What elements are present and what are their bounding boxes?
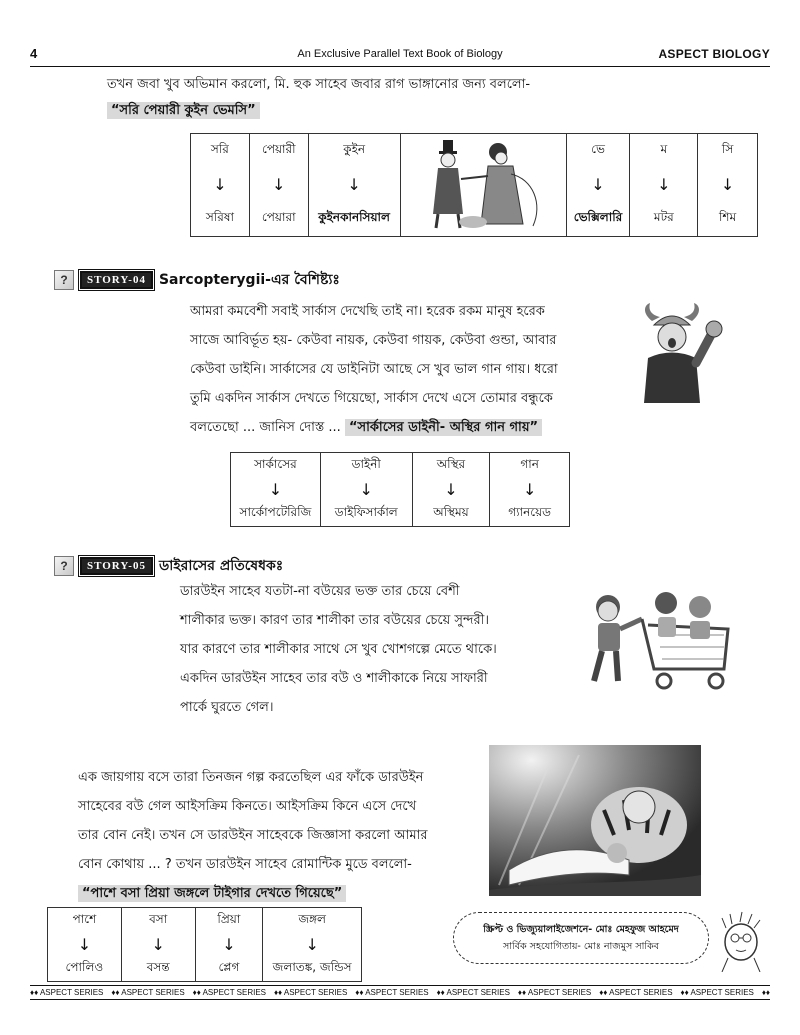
story-04-body: আমরা কমবেশী সবাই সার্কাস দেখেছি তাই না। হরেক রকম মানুষ হরেক সাজে আবির্ভূত হয়- কেউবা নায়ক, কেউবা গায়ক, কেউবা গুন্ডা, আবার কেউবা ডাইনি। সার্কাসের যে ডাইনিটা আছে সে খুব ভাল গান গায়। ধরো তুমি একদিন সার্কাস দেখতে গিয়েছো, সার্কাস দেখে এসে তোমার বন্ধুকে বলতেছো ... জানিস দোস্ত ... “সার্কাসের ডাইনী- অস্থির গান গায়”	[190, 304, 558, 435]
page-number: 4	[30, 46, 38, 61]
story-04-mnemonic: “সার্কাসের ডাইনী- অস্থির গান গায়”	[345, 419, 542, 436]
credit-script: স্ক্রিপ্ট ও ভিজ্যুয়ালাইজেশনে- মোঃ মেহফুজ আহমেদ	[483, 924, 679, 935]
woman-with-tiger-image	[489, 745, 701, 896]
table-cell: গান ↓ গ্যানয়েড	[490, 453, 570, 527]
table-cell: ডাইনী ↓ ডাইফিসার্কাল	[320, 453, 412, 527]
brand-name: ASPECT BIOLOGY	[658, 47, 770, 61]
table-image-cell	[400, 134, 566, 237]
question-icon: ?	[54, 270, 74, 290]
table-cell: জঙ্গল ↓ জলাতঙ্ক, জন্ডিস	[263, 908, 362, 982]
story-05-body-2: এক জায়গায় বসে তারা তিনজন গল্প করতেছিল এর ফাঁকে ডারউইন সাহেবের বউ গেল আইসক্রিম কিনতে। আইসক্রিম কিনে এসে দেখে তার বোন নেই। তখন সে ডারউইন সাহেবকে জিজ্ঞাসা করলো আমার বোন কোথায় ... ? তখন ডারউইন সাহেব রোমান্টিক মুডে বললো- “পাশে বসা প্রিয়া জঙ্গলে টাইগার দেখতে গিয়েছে”	[78, 770, 428, 901]
victorian-couple-illustration	[403, 134, 563, 233]
intro-line: তখন জবা খুব অভিমান করলো, মি. হুক সাহেব জবার রাগ ভাঙ্গানোর জন্য বললো-	[107, 77, 531, 92]
table-cell: ম ↓ মটর	[630, 134, 698, 237]
story-title: Sarcopterygii-এর বৈশিষ্ট্যঃ	[158, 272, 340, 288]
table-cell: বসা ↓ বসন্ত	[121, 908, 195, 982]
mnemonic-table-2	[230, 452, 570, 527]
page-footer: ♦♦ ASPECT SERIES ♦♦ ASPECT SERIES ♦♦ ASPECT SERIES ♦♦ ASPECT SERIES ♦♦ ASPECT SERIES ♦♦ ASPECT SERIES ♦♦ ASPECT SERIES ♦♦ ASPECT SERIES ♦♦ ASPECT SERIES ♦♦	[30, 985, 770, 1000]
story-badge: STORY-05	[80, 557, 153, 575]
table-cell: প্রিয়া ↓ প্লেগ	[195, 908, 263, 982]
table-cell: সরি ↓ সরিষা	[191, 134, 250, 237]
mnemonic-table-3	[47, 907, 362, 982]
mnemonic-table-1	[190, 133, 758, 237]
table-cell: পেয়ারী ↓ পেয়ারা	[249, 134, 308, 237]
kids-shopping-cart-image	[578, 585, 734, 697]
page-header	[30, 46, 770, 64]
table-cell: অস্থির ↓ অস্থিময়	[412, 453, 490, 527]
table-cell: ভে ↓ ভেক্সিলারি	[566, 134, 630, 237]
table-cell: কুইন ↓ কুইনকানসিয়াল	[308, 134, 400, 237]
story-05-body: ডারউইন সাহেব যতটা-না বউয়ের ভক্ত তার চেয়ে বেশী শালীকার ভক্ত। কারণ তার শালীকা তার বউয়ের চেয়ে সুন্দরী। যার কারণে তার শালীকার সাথে সে খুব খোশগল্পে মেতে থাকে। একদিন ডারউইন সাহেব তার বউ ও শালীকাকে নিয়ে সাফারী পার্কে ঘুরতে গেল।	[180, 584, 497, 715]
credit-support: সার্বিক সহযোগিতায়- মোঃ নাজমুস সাকিব	[502, 941, 660, 952]
story-04-heading	[54, 268, 340, 292]
intro-mnemonic-wrap	[107, 96, 260, 125]
story-badge: STORY-04	[80, 271, 153, 289]
book-title: An Exclusive Parallel Text Book of Biology	[297, 48, 503, 60]
intro-mnemonic: “সরি পেয়ারী কুইন ভেমসি”	[107, 102, 260, 119]
story-05-heading	[54, 554, 283, 578]
table-cell: সি ↓ শিম	[698, 134, 758, 237]
header-rule	[30, 66, 770, 67]
table-cell: সার্কাসের ↓ সার্কোপটেরিজি	[231, 453, 321, 527]
question-icon: ?	[54, 556, 74, 576]
table-cell: পাশে ↓ পোলিও	[48, 908, 122, 982]
viking-singer-image	[630, 303, 726, 403]
thinking-man-sketch	[712, 908, 770, 972]
credits-bubble	[453, 912, 709, 964]
story-05-mnemonic: “পাশে বসা প্রিয়া জঙ্গলে টাইগার দেখতে গিয়েছে”	[78, 885, 346, 902]
story-title: ডাইরাসের প্রতিষেধকঃ	[158, 558, 284, 574]
